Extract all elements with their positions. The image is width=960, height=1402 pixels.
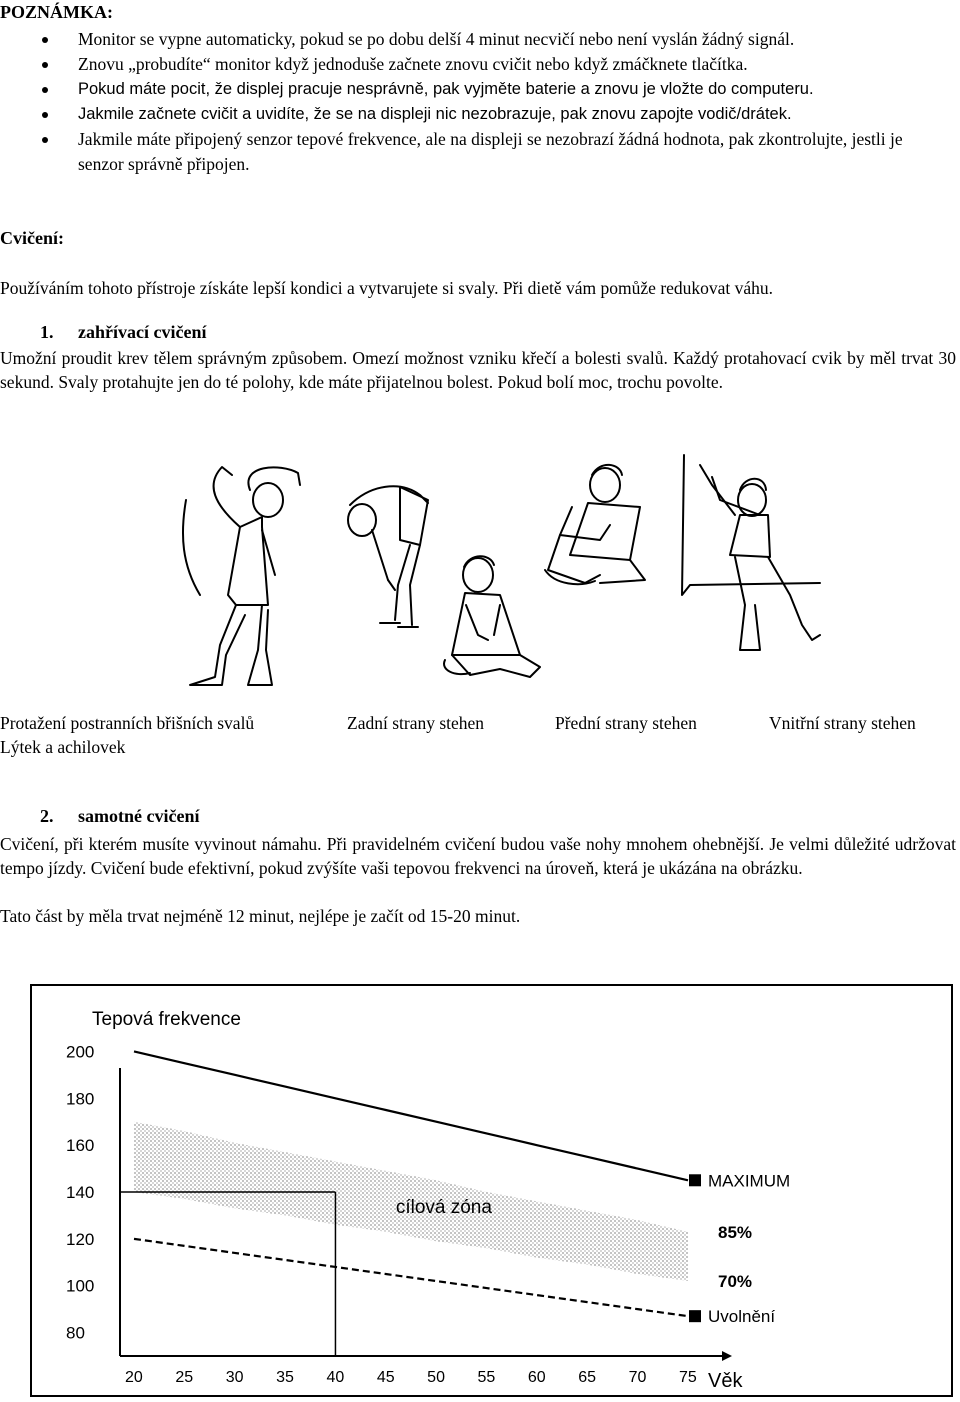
- exercise-intro: Používáním tohoto přístroje získáte lepší kondici a vytvarujete si svaly. Při dietě vám pomůže redukovat váhu.: [0, 278, 774, 298]
- warmup-number: 1.: [40, 322, 54, 342]
- stretch-figures: [0, 445, 960, 705]
- series-label: MAXIMUM: [708, 1171, 791, 1191]
- x-tick-label: 25: [175, 1369, 194, 1386]
- series-label: 85%: [718, 1222, 753, 1242]
- warmup-text: Umožní proudit krev tělem správným způsobem. Omezí možnost vzniku křečí a bolesti svalů. Každý protahovací cvik by měl trvat 30 sekund. Svaly protahujte jen do té polohy, kde máte přijatelnou bolest. Pokud bolí moc, trochu povolte.: [0, 348, 956, 392]
- exercise-heading: Cvičení:: [0, 228, 64, 248]
- bullet-icon: [42, 37, 48, 43]
- x-tick-label: 20: [125, 1369, 143, 1386]
- x-tick-label: 45: [376, 1369, 395, 1386]
- x-tick-label: 75: [679, 1369, 697, 1386]
- bullet-icon: [42, 62, 48, 68]
- x-tick-label: 30: [225, 1369, 244, 1386]
- caption-hamstrings: Zadní strany stehen: [347, 713, 485, 733]
- quad-stretch-figure: [545, 465, 645, 584]
- side-stretch-figure: [183, 467, 300, 685]
- calf-stretch-figure: [682, 455, 820, 650]
- y-tick-label: 180: [66, 1089, 95, 1109]
- bullet-icon: [42, 87, 48, 93]
- x-tick-label: 50: [427, 1369, 445, 1386]
- y-tick-label: 200: [66, 1042, 95, 1062]
- caption-quadriceps: Přední strany stehen: [555, 713, 697, 733]
- y-tick-label: 100: [66, 1276, 95, 1296]
- caption-inner-thighs: Vnitřní strany stehen: [769, 713, 916, 733]
- main-exercise-text: Cvičení, při kterém musíte vyvinout námahu. Při pravidelném cvičení budou vaše nohy mnohem ohebnější. Je velmi důležité udržovat tempo jízdy. Cvičení bude efektivní, pokud zvýšíte vaši tepovou frekvenci na úroveň, která je ukázána na obrázku.: [0, 834, 956, 878]
- forward-bend-figure: [348, 486, 428, 627]
- note-item: Znovu „probudíte“ monitor když jednoduše začnete znovu cvičit nebo když zmáčknete tlačítka.: [0, 52, 952, 77]
- seated-stretch-figure: [444, 556, 540, 677]
- y-tick-label: 80: [66, 1323, 85, 1343]
- y-tick-label: 160: [66, 1136, 95, 1156]
- zone-label: cílová zóna: [395, 1197, 492, 1219]
- heart-rate-chart: [30, 984, 953, 1397]
- x-tick-label: 70: [628, 1369, 647, 1386]
- note-item: Jakmile máte připojený senzor tepové frekvence, ale na displeji se nezobrazí žádná hodnota, pak zkontrolujte, jestli je senzor správně připojen.: [0, 127, 952, 177]
- note-heading: POZNÁMKA:: [0, 2, 113, 22]
- note-item: Pokud máte pocit, že displej pracuje nesprávně, pak vyjměte baterie a znovu je vložte do computeru.: [0, 77, 952, 102]
- note-item: Jakmile začnete cvičit a uvidíte, že se na displeji nic nezobrazuje, pak znovu zapojte vodič/drátek.: [0, 102, 952, 127]
- x-tick-label: 40: [326, 1369, 345, 1386]
- x-tick-label: 55: [477, 1369, 496, 1386]
- series-label: 70%: [718, 1272, 753, 1292]
- y-axis-title: Tepová frekvence: [92, 1009, 241, 1030]
- main-exercise-number: 2.: [40, 806, 54, 826]
- x-axis-title: Věk: [708, 1370, 743, 1392]
- main-exercise-title: samotné cvičení: [78, 806, 200, 826]
- bullet-icon: [42, 137, 48, 143]
- bullet-icon: [42, 112, 48, 118]
- y-tick-label: 140: [66, 1183, 95, 1202]
- chart-frame: [30, 984, 953, 1397]
- x-tick-label: 60: [527, 1369, 546, 1386]
- y-tick-label: 120: [66, 1229, 95, 1249]
- warmup-title: zahřívací cvičení: [78, 322, 207, 342]
- caption-calves: Lýtek a achilovek: [0, 737, 126, 757]
- duration-text: Tato část by měla trvat nejméně 12 minut, nejlépe je začít od 15-20 minut.: [0, 906, 521, 926]
- caption-side-stretch: Protažení postranních břišních svalů: [0, 713, 255, 733]
- note-item: Monitor se vypne automaticky, pokud se po dobu delší 4 minut necvičí nebo není vyslán žádný signál.: [0, 27, 952, 52]
- x-tick-label: 65: [578, 1369, 597, 1386]
- note-list: [0, 27, 952, 177]
- series-label: Uvolnění: [708, 1307, 776, 1327]
- x-tick-label: 35: [276, 1369, 294, 1386]
